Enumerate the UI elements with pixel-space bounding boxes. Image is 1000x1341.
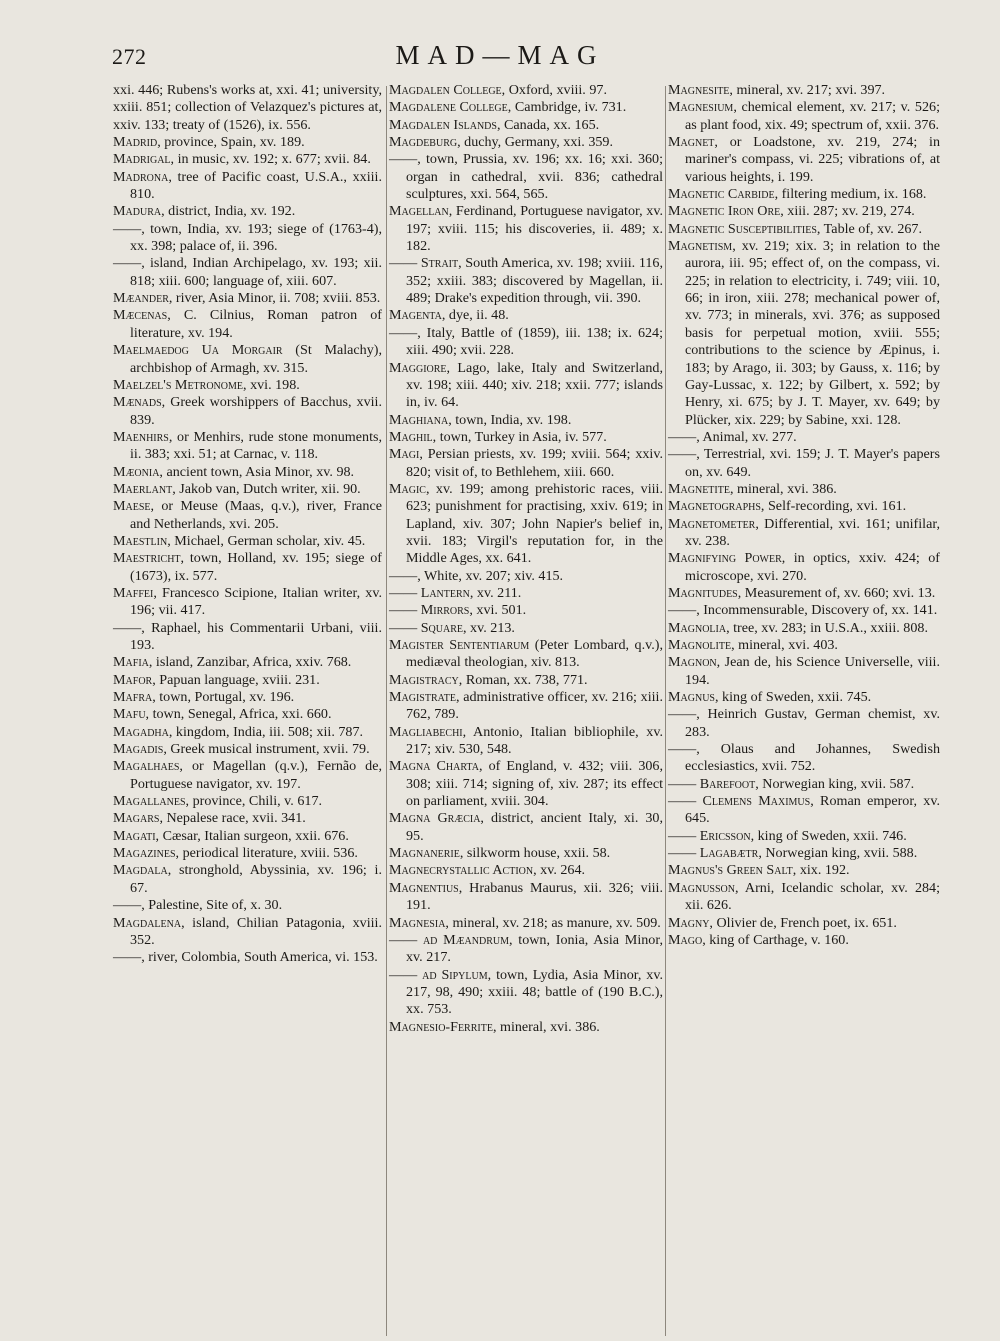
entry-text: , Incommensurable, Discovery of, xx. 141. xyxy=(696,602,938,619)
index-entry xyxy=(113,290,382,307)
entry-headword: Maelmaedog Ua Morgair xyxy=(113,342,283,359)
index-entry xyxy=(389,967,663,1019)
entry-text: , Persian priests, xv. 199; xviii. 564; xxiv. 820; visit of, to Bethlehem, xiii. 660. xyxy=(406,446,663,480)
entry-headword: Maghil xyxy=(389,428,433,445)
entry-headword: Magnus xyxy=(668,689,715,706)
entry-headword: Maese xyxy=(113,498,151,515)
entry-text: (Peter Lombard, q.v.), mediæval theologian, xiv. 813. xyxy=(406,637,663,671)
index-entry xyxy=(668,862,940,879)
index-entry xyxy=(668,828,940,845)
index-entry xyxy=(668,203,940,220)
index-entry xyxy=(113,828,382,845)
entry-text: , Table of, xv. 267. xyxy=(816,220,922,237)
entry-headword: Maghiana xyxy=(389,411,449,428)
index-entry xyxy=(389,620,663,637)
index-entry xyxy=(113,464,382,481)
entry-text: , Roman, xx. 738, 771. xyxy=(458,671,588,688)
index-entry xyxy=(389,134,663,151)
entry-text: , Self-recording, xvi. 161. xyxy=(760,498,907,515)
index-entry xyxy=(113,550,382,585)
entry-headword: —— Clemens Maximus xyxy=(668,793,811,810)
index-entry xyxy=(389,481,663,568)
index-entry xyxy=(389,689,663,724)
entry-text: , ancient town, Asia Minor, xv. 98. xyxy=(159,463,355,480)
index-entry xyxy=(668,741,940,776)
entry-text: , or Menhirs, rude stone monuments, ii. 383; xxi. 51; at Carnac, v. 118. xyxy=(130,428,382,463)
index-entry xyxy=(389,758,663,810)
entry-text: , periodical literature, xviii. 536. xyxy=(175,845,358,862)
entry-text: , White, xv. 207; xiv. 415. xyxy=(417,567,564,584)
entry-headword: Magnanerie xyxy=(389,845,460,862)
entry-text: , town, India, xv. 193; siege of (1763-4), xx. 398; palace of, ii. 396. xyxy=(130,220,382,255)
index-entry xyxy=(113,897,382,914)
entry-text: , in optics, xxiv. 424; of microscope, xvi. 270. xyxy=(685,550,940,584)
entry-headword: Magna Græcia xyxy=(389,810,481,827)
entry-text: , Francesco Scipione, Italian writer, xv. 196; vii. 417. xyxy=(130,584,382,619)
entry-text: , Animal, xv. 277. xyxy=(696,428,797,445)
entry-headword: Magdalen Islands xyxy=(389,116,497,133)
index-entry xyxy=(113,724,382,741)
entry-headword: Magna Charta xyxy=(389,758,479,775)
entry-headword: Magnesium xyxy=(668,99,734,116)
entry-text: , town, Senegal, Africa, xxi. 660. xyxy=(145,706,332,723)
entry-text: , Ferdinand, Portuguese navigator, xv. 197; xviii. 115; his discoveries, ii. 489; x. 182. xyxy=(406,203,663,255)
index-entry xyxy=(113,741,382,758)
entry-headword: —— xyxy=(113,619,142,636)
entry-headword: —— xyxy=(113,897,142,914)
entry-headword: Magnecrystallic Action xyxy=(389,862,534,879)
entry-text: , mineral, xvi. 386. xyxy=(729,480,837,497)
entry-text: , district, India, xv. 192. xyxy=(161,203,296,220)
entry-text: , or Loadstone, xv. 219, 274; in mariner's compass, vi. 225; vibrations of, at various heights, i. 199. xyxy=(685,134,940,185)
index-entry xyxy=(668,620,940,637)
entry-text: , town, Portugal, xv. 196. xyxy=(152,689,295,706)
index-entry xyxy=(113,394,382,429)
entry-headword: Magnon xyxy=(668,654,717,671)
entry-headword: Magnolia xyxy=(668,619,727,636)
index-entry xyxy=(389,637,663,672)
entry-headword: Magnetite xyxy=(668,480,730,497)
entry-text: (St Malachy), archbishop of Armagh, xv. 315. xyxy=(130,342,382,376)
entry-text: , tree of Pacific coast, U.S.A., xxiii. 810. xyxy=(130,168,382,203)
entry-headword: Magnesite xyxy=(668,82,730,98)
entry-headword: Magazines xyxy=(113,845,176,862)
index-entry xyxy=(113,151,382,168)
entry-headword: Magellan xyxy=(389,203,449,220)
entry-text: , mineral, xv. 217; xvi. 397. xyxy=(729,82,886,98)
entry-headword: Mafra xyxy=(113,689,153,706)
index-entry xyxy=(113,169,382,204)
index-entry xyxy=(389,724,663,759)
entry-headword: Mago xyxy=(668,931,703,948)
entry-headword: Magliabechi xyxy=(389,723,463,740)
entry-headword: —— xyxy=(668,446,697,463)
entry-headword: Mafor xyxy=(113,671,153,688)
index-entry xyxy=(668,689,940,706)
index-entry xyxy=(389,932,663,967)
entry-headword: Magnifying Power xyxy=(668,550,782,567)
entry-text: , king of Sweden, xxii. 745. xyxy=(714,689,872,706)
index-entry xyxy=(113,862,382,897)
entry-text: , Norwegian king, xvii. 587. xyxy=(755,775,915,792)
index-entry xyxy=(668,932,940,949)
index-entry xyxy=(113,654,382,671)
entry-headword: —— ad Sipylum xyxy=(389,966,488,983)
entry-headword: Maestricht xyxy=(113,550,181,567)
entry-headword: —— xyxy=(389,151,418,168)
index-entry xyxy=(113,377,382,394)
entry-headword: Magdeburg xyxy=(389,134,458,151)
index-entry xyxy=(668,134,940,186)
entry-headword: Magny xyxy=(668,914,710,931)
index-entry xyxy=(389,255,663,307)
entry-headword: —— xyxy=(389,324,418,341)
entry-text: , kingdom, India, iii. 508; xii. 787. xyxy=(168,723,364,740)
entry-headword: —— xyxy=(389,567,418,584)
entry-text: , island, Indian Archipelago, xv. 193; xii. 818; xiii. 600; language of, xiii. 607. xyxy=(130,255,382,289)
entry-text: , district, ancient Italy, xi. 30, 95. xyxy=(406,810,663,844)
index-entry xyxy=(113,134,382,151)
index-entry xyxy=(389,412,663,429)
entry-headword: Magnet xyxy=(668,134,715,151)
entry-text: , Papuan language, xviii. 231. xyxy=(152,671,320,688)
index-entry xyxy=(389,446,663,481)
entry-text: , province, Spain, xv. 189. xyxy=(157,134,305,151)
index-entry xyxy=(389,99,663,116)
entry-headword: Magnitudes xyxy=(668,584,738,601)
index-entry xyxy=(668,845,940,862)
entry-text: , Canada, xx. 165. xyxy=(496,116,600,133)
entry-text: , Hrabanus Maurus, xii. 326; viii. 191. xyxy=(406,879,663,914)
entry-text: , in music, xv. 192; x. 677; xvii. 84. xyxy=(170,151,371,168)
entry-text: , mineral, xvi. 403. xyxy=(731,637,838,653)
entry-headword: —— xyxy=(113,220,142,237)
entry-headword: —— Lantern xyxy=(389,584,470,601)
index-entry xyxy=(389,117,663,134)
entry-text: , or Magellan (q.v.), Fernão de, Portuguese navigator, xv. 197. xyxy=(130,758,382,792)
entry-headword: Maenhirs xyxy=(113,428,169,445)
entry-text: , xv. 199; among prehistoric races, viii. 623; punishment for practising, xxiv. 619; in Lapland, xiv. 307; John Napier's belief in, xvii. 183; Virgil's reputation for, in the Middle Ages, xx. 641. xyxy=(406,480,663,567)
index-entry xyxy=(389,360,663,412)
entry-headword: Magnolite xyxy=(668,637,732,653)
entry-headword: Magalhaes xyxy=(113,758,180,775)
entry-text: , South America, xv. 198; xviii. 116, 352; xxiii. 383; discovered by Magellan, ii. 489; Drake's expedition through, vii. 390. xyxy=(406,255,663,307)
entry-headword: Maggiore xyxy=(389,359,447,376)
entry-headword: Magistrate xyxy=(389,689,456,706)
entry-headword: Magdalena xyxy=(113,914,182,931)
entry-text: , Raphael, his Commentarii Urbani, viii. 193. xyxy=(130,619,382,653)
index-entry xyxy=(113,915,382,950)
entry-text: , king of Carthage, v. 160. xyxy=(702,931,849,948)
entry-headword: —— Lagabætr xyxy=(668,845,759,862)
index-entry xyxy=(668,481,940,498)
index-entry xyxy=(113,429,382,464)
index-entry xyxy=(389,325,663,360)
index-entry xyxy=(389,915,663,932)
index-entry xyxy=(113,949,382,966)
entry-text: , dye, ii. 48. xyxy=(441,307,509,324)
entry-text: , Cæsar, Italian surgeon, xxii. 676. xyxy=(155,827,349,844)
entry-text: , Palestine, Site of, x. 30. xyxy=(141,897,283,914)
entry-text: , Antonio, Italian bibliophile, xv. 217; xiv. 530, 548. xyxy=(406,723,663,758)
index-entry xyxy=(113,481,382,498)
entry-text: , xv. 219; xix. 3; in relation to the aurora, iii. 95; effect of, on the compass, vi. 225; in relation to electricity, i. 749; viii. 10, 66; in iron, xiii. 278; mechanical power of, xv. 773; in minerals, xvi. 376; as supposed basis for perpetual motion, xviii. 555; contributions to the science by Æpinus, i. 183; by Arago, ii. 303; by Gauss, x. 116; by Gay-Lussac, x. 122; by Gilbert, x. 592; by Henry, xi. 675; by J. T. Mayer, xv. 649; by Plücker, xix. 229; by Sabine, xxi. 128. xyxy=(685,238,940,428)
entry-headword: Magdala xyxy=(113,862,168,879)
entry-text: , Heinrich Gustav, German chemist, xv. 283. xyxy=(685,706,940,740)
index-entry xyxy=(113,221,382,256)
entry-headword: Magnetographs xyxy=(668,498,761,515)
entry-headword: Magenta xyxy=(389,307,442,324)
entry-headword: Magister Sententiarum xyxy=(389,637,530,653)
entry-text: , Greek musical instrument, xvii. 79. xyxy=(163,741,370,758)
column-rule xyxy=(386,86,387,1336)
entry-headword: —— xyxy=(668,428,697,445)
entry-text: , island, Zanzibar, Africa, xxiv. 768. xyxy=(148,654,352,671)
entry-headword: —— xyxy=(668,602,697,619)
entry-text: , Michael, German scholar, xiv. 45. xyxy=(167,532,366,549)
entry-headword: Madrona xyxy=(113,168,169,185)
entry-headword: Magnetic Carbide xyxy=(668,186,775,203)
index-entry xyxy=(113,689,382,706)
entry-headword: —— Ericsson xyxy=(668,827,751,844)
entry-text: , xv. 213. xyxy=(463,619,515,636)
entry-headword: Mæonia xyxy=(113,463,160,480)
entry-headword: Madrid xyxy=(113,134,158,151)
index-entry xyxy=(668,221,940,238)
index-entry xyxy=(113,810,382,827)
entry-headword: Magnesio-Ferrite xyxy=(389,1018,493,1035)
entry-headword: Mænads xyxy=(113,394,162,411)
index-column-2 xyxy=(389,82,663,1036)
entry-headword: Maestlin xyxy=(113,532,168,549)
entry-headword: Magadha xyxy=(113,723,169,740)
entry-headword: Magic xyxy=(389,480,426,497)
index-entry xyxy=(389,1019,663,1036)
index-entry xyxy=(389,845,663,862)
entry-headword: —— xyxy=(113,949,142,966)
entry-text: , or Meuse (Maas, q.v.), river, France and Netherlands, xvi. 205. xyxy=(130,498,382,532)
index-entry xyxy=(113,620,382,655)
entry-headword: Mæcenas xyxy=(113,307,168,324)
entry-text: , Italy, Battle of (1859), iii. 138; ix. 624; xiii. 490; xvii. 228. xyxy=(406,324,663,359)
entry-headword: —— Barefoot xyxy=(668,775,756,792)
entry-headword: Magadis xyxy=(113,741,164,758)
entry-headword: Magnetism xyxy=(668,238,733,255)
entry-text: , silkworm house, xxii. 58. xyxy=(459,845,611,862)
entry-text: , province, Chili, v. 617. xyxy=(185,793,323,810)
index-entry xyxy=(668,915,940,932)
index-column-1 xyxy=(113,82,382,967)
index-entry xyxy=(389,429,663,446)
index-entry xyxy=(668,550,940,585)
index-entry xyxy=(668,498,940,515)
entry-headword: Maelzel's Metronome xyxy=(113,376,244,393)
entry-text: , xvi. 501. xyxy=(469,602,527,619)
entry-text: , filtering medium, ix. 168. xyxy=(774,186,927,203)
index-entry xyxy=(668,654,940,689)
entry-headword: Maffei xyxy=(113,584,154,601)
entry-headword: Magdalen College xyxy=(389,82,502,98)
entry-text: , Measurement of, xv. 660; xvi. 13. xyxy=(737,584,936,601)
entry-text: , xv. 211. xyxy=(469,584,522,601)
entry-text: , C. Cilnius, Roman patron of literature, xv. 194. xyxy=(130,307,382,341)
index-entry xyxy=(668,793,940,828)
entry-text: , Olivier de, French poet, ix. 651. xyxy=(709,914,897,931)
index-entry xyxy=(113,533,382,550)
entry-headword: Maerlant xyxy=(113,480,173,497)
index-entry xyxy=(389,151,663,203)
index-entry xyxy=(113,672,382,689)
entry-text: , king of Sweden, xxii. 746. xyxy=(750,827,907,844)
entry-text: , Terrestrial, xvi. 159; J. T. Mayer's papers on, xv. 649. xyxy=(685,446,940,480)
entry-text: , town, Prussia, xv. 196; xx. 16; xxi. 360; organ in cathedral, xvii. 836; cathedral sculptures, xxi. 564, 565. xyxy=(406,151,663,203)
entry-text: , Nepalese race, xvii. 341. xyxy=(159,810,306,827)
index-entry xyxy=(113,793,382,810)
entry-headword: Magati xyxy=(113,827,156,844)
entry-text: , Arni, Icelandic scholar, xv. 284; xii. 626. xyxy=(685,879,940,914)
index-entry xyxy=(389,307,663,324)
entry-text: , xiii. 287; xv. 219, 274. xyxy=(780,203,915,220)
entry-text: , Differential, xvi. 161; unifilar, xv. 238. xyxy=(685,515,940,549)
index-entry xyxy=(389,672,663,689)
entry-text: , duchy, Germany, xxi. 359. xyxy=(457,134,614,151)
entry-headword: Mafu xyxy=(113,706,146,723)
page-number: 272 xyxy=(112,44,147,69)
index-entry xyxy=(389,810,663,845)
entry-headword: —— ad Mæandrum xyxy=(389,931,510,948)
index-entry xyxy=(113,845,382,862)
entry-headword: Madrigal xyxy=(113,151,171,168)
entry-headword: Magistracy xyxy=(389,671,459,688)
index-entry xyxy=(668,516,940,551)
entry-headword: —— xyxy=(113,255,142,272)
index-entry xyxy=(668,602,940,619)
entry-headword: Mafia xyxy=(113,654,149,671)
entry-text: , tree, xv. 283; in U.S.A., xxiii. 808. xyxy=(726,619,928,636)
index-entry xyxy=(668,238,940,429)
entry-text: , island, Chilian Patagonia, xviii. 352. xyxy=(130,914,382,948)
index-entry xyxy=(113,758,382,793)
index-entry xyxy=(668,776,940,793)
entry-text: , Norwegian king, xvii. 588. xyxy=(758,845,918,862)
running-head: MAD—MAG xyxy=(395,40,605,70)
entry-headword: Magnetic Iron Ore xyxy=(668,203,781,220)
entry-text: , administrative officer, xv. 216; xiii. 762, 789. xyxy=(406,689,663,723)
entry-headword: —— Strait xyxy=(389,255,459,272)
entry-headword: Magnetometer xyxy=(668,515,756,532)
index-entry xyxy=(668,82,940,99)
entry-text: , of England, v. 432; viii. 306, 308; xiii. 714; signing of, xiv. 287; its effect on parliament, xviii. 304. xyxy=(406,758,663,810)
entry-text: , Oxford, xviii. 97. xyxy=(501,82,607,98)
entry-text: , Olaus and Johannes, Swedish ecclesiastics, xvii. 752. xyxy=(685,741,940,775)
index-entry xyxy=(389,585,663,602)
index-entry xyxy=(668,585,940,602)
index-entry xyxy=(113,307,382,342)
entry-headword: Magdalene College xyxy=(389,99,508,116)
entry-headword: —— Square xyxy=(389,619,463,636)
index-entry xyxy=(113,82,382,134)
entry-text: , river, Asia Minor, ii. 708; xviii. 853. xyxy=(168,290,381,307)
entry-headword: Magnesia xyxy=(389,914,446,931)
entry-headword: —— xyxy=(668,741,697,758)
entry-text: , town, Holland, xv. 195; siege of (1673), ix. 577. xyxy=(130,550,382,584)
index-entry xyxy=(113,498,382,533)
index-column-3 xyxy=(668,82,940,949)
index-entry xyxy=(668,99,940,134)
index-entry xyxy=(389,880,663,915)
entry-text: , xvi. 198. xyxy=(243,376,300,393)
entry-text: , mineral, xv. 218; as manure, xv. 509. xyxy=(445,914,661,931)
index-entry xyxy=(113,585,382,620)
entry-text: , town, Turkey in Asia, iv. 577. xyxy=(432,428,607,445)
entry-text: , town, Lydia, Asia Minor, xv. 217, 98, 490; xxiii. 48; battle of (190 B.C.), xx. 753. xyxy=(406,966,664,1018)
entry-text: , Roman emperor, xv. 645. xyxy=(685,793,940,827)
index-entry xyxy=(113,255,382,290)
entry-headword: Mæander xyxy=(113,290,169,307)
entry-headword: Magi xyxy=(389,446,420,463)
entry-text: , xv. 264. xyxy=(533,862,586,879)
entry-text: , Greek worshippers of Bacchus, xvii. 839. xyxy=(130,394,382,428)
entry-text: xxi. 446; Rubens's works at, xxi. 41; university, xxiii. 851; collection of Velazquez's pictures at, xxiv. 133; treaty of (1526), ix. 556. xyxy=(113,82,382,133)
index-entry xyxy=(389,82,663,99)
entry-headword: Madura xyxy=(113,203,162,220)
entry-headword: Magnentius xyxy=(389,879,459,896)
column-rule xyxy=(665,86,666,1336)
entry-text: , mineral, xvi. 386. xyxy=(492,1018,600,1035)
entry-headword: Magnetic Susceptibilities xyxy=(668,220,817,237)
index-entry xyxy=(389,862,663,879)
entry-headword: —— Mirrors xyxy=(389,602,470,619)
index-entry xyxy=(389,568,663,585)
index-entry xyxy=(668,429,940,446)
index-entry xyxy=(113,203,382,220)
entry-text: , chemical element, xv. 217; v. 526; as plant food, xix. 49; spectrum of, xxii. 376. xyxy=(685,99,940,133)
entry-text: , Jakob van, Dutch writer, xii. 90. xyxy=(172,480,361,497)
entry-headword: Magnus's Green Salt xyxy=(668,862,793,879)
entry-text: , river, Colombia, South America, vi. 153. xyxy=(141,949,378,966)
index-entry xyxy=(668,446,940,481)
entry-text: , Lago, lake, Italy and Switzerland, xv. 198; xiii. 440; xiv. 218; xxii. 777; islands in, iv. 64. xyxy=(406,359,663,411)
index-entry xyxy=(668,880,940,915)
entry-headword: Magnusson xyxy=(668,879,735,896)
entry-text: , town, Ionia, Asia Minor, xv. 217. xyxy=(406,931,663,966)
entry-headword: —— xyxy=(668,706,697,723)
entry-text: , Cambridge, iv. 731. xyxy=(507,99,627,116)
entry-headword: Magallanes xyxy=(113,793,186,810)
entry-text: , town, India, xv. 198. xyxy=(448,411,572,428)
index-entry xyxy=(668,186,940,203)
index-entry xyxy=(113,706,382,723)
index-entry xyxy=(389,203,663,255)
entry-text: , stronghold, Abyssinia, xv. 196; i. 67. xyxy=(130,862,382,896)
index-entry xyxy=(113,342,382,377)
entry-headword: Magars xyxy=(113,810,160,827)
entry-text: , Jean de, his Science Universelle, viii. 194. xyxy=(685,654,940,688)
index-entry xyxy=(389,602,663,619)
index-entry xyxy=(668,637,940,654)
index-entry xyxy=(668,706,940,741)
entry-text: , xix. 192. xyxy=(792,862,850,879)
